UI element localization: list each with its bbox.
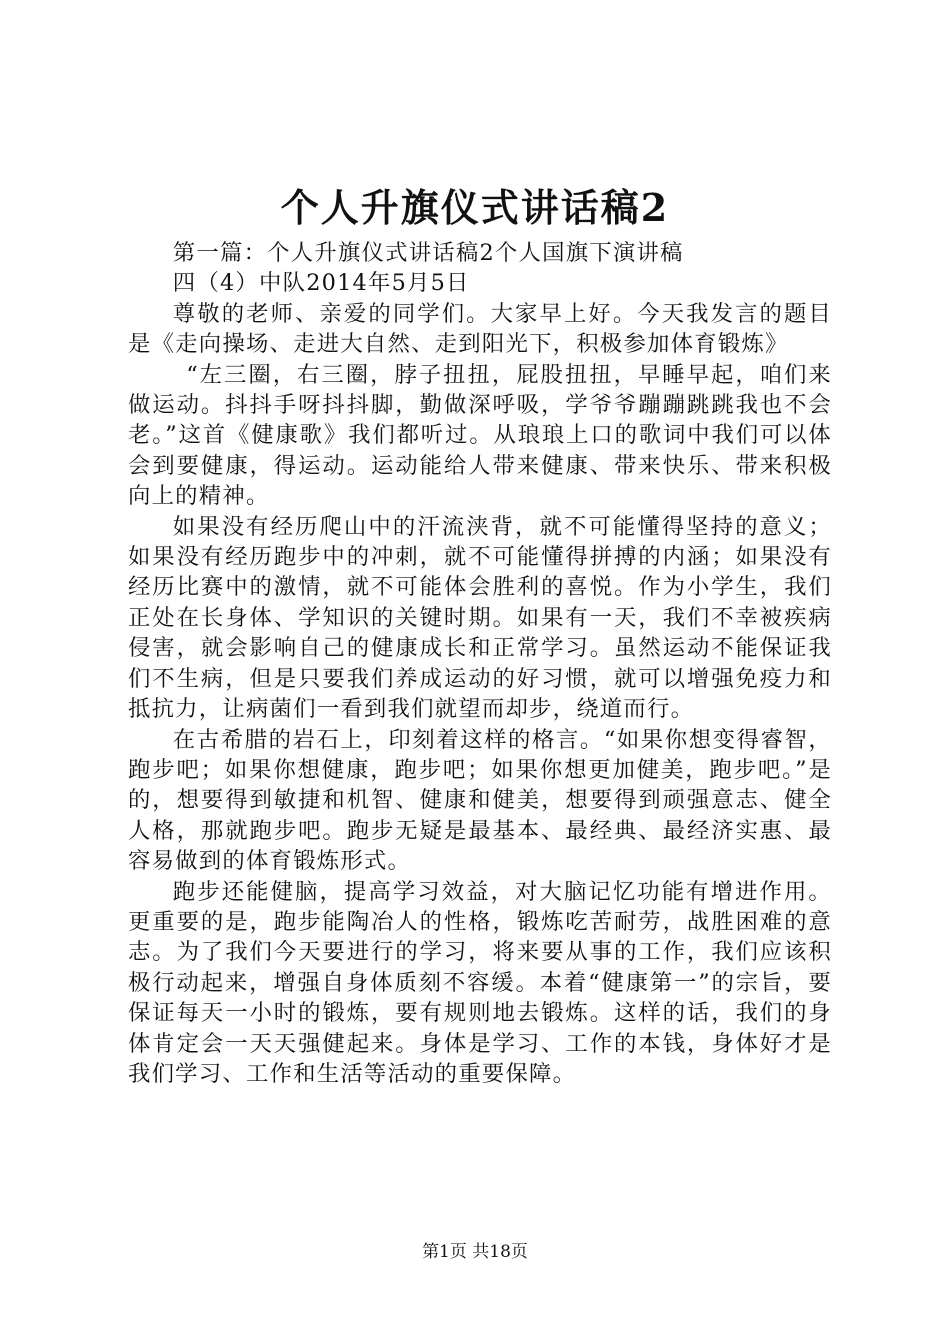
page-number-footer: 第1页 共18页 (422, 1242, 528, 1262)
paragraph-subtitle: 第一篇：个人升旗仪式讲话稿2个人国旗下演讲稿 (172, 240, 684, 266)
paragraph-greek-motto: 在古希腊的岩石上，印刻着这样的格言。“如果你想变得睿智，跑步吧；如果你想健康，跑步吧；如果你想更加健美，跑步吧。”是的，想要得到敏捷和机智、健康和健美，想要得到顽强意志、健全人格，那就跑步吧。跑步无疑是最基本、最经典、最经济实惠、最容易做到的体育锻炼形式。 (128, 726, 832, 875)
document-title: 个人升旗仪式讲话稿2 (280, 185, 670, 230)
paragraph-greeting: 尊敬的老师、亲爱的同学们。大家早上好。今天我发言的题目是《走向操场、走进大自然、走到阳光下，积极参加体育锻炼》 (128, 300, 832, 358)
document-body (128, 238, 832, 1089)
paragraph-health-song: “左三圈，右三圈，脖子扭扭，屁股扭扭，早睡早起，咱们来做运动。抖抖手呀抖抖脚，勤做深呼吸，学爷爷蹦蹦跳跳我也不会老。”这首《健康歌》我们都听过。从琅琅上口的歌词中我们可以体会到要健康，得运动。运动能给人带来健康、带来快乐、带来积极向上的精神。 (128, 361, 832, 510)
paragraph-date-line: 四（4）中队2014年5月5日 (172, 270, 470, 297)
paragraph-running-brain: 跑步还能健脑，提高学习效益，对大脑记忆功能有增进作用。更重要的是，跑步能陶冶人的性格，锻炼吃苦耐劳，战胜困难的意志。为了我们今天要进行的学习，将来要从事的工作，我们应该积极行动起来，增强自身体质刻不容缓。本着“健康第一”的宗旨，要保证每天一小时的锻炼，要有规则地去锻炼。这样的话，我们的身体肯定会一天天强健起来。身体是学习、工作的本钱，身体好才是我们学习、工作和生活等活动的重要保障。 (128, 878, 832, 1087)
paragraph-exercise-benefits: 如果没有经历爬山中的汗流浃背，就不可能懂得坚持的意义；如果没有经历跑步中的冲刺，就不可能懂得拼搏的内涵；如果没有经历比赛中的激情，就不可能体会胜利的喜悦。作为小学生，我们正处在长身体、学知识的关键时期。如果有一天，我们不幸被疾病侵害，就会影响自己的健康成长和正常学习。虽然运动不能保证我们不生病，但是只要我们养成运动的好习惯，就可以增强免疫力和抵抗力，让病菌们一看到我们就望而却步，绕道而行。 (128, 513, 832, 723)
